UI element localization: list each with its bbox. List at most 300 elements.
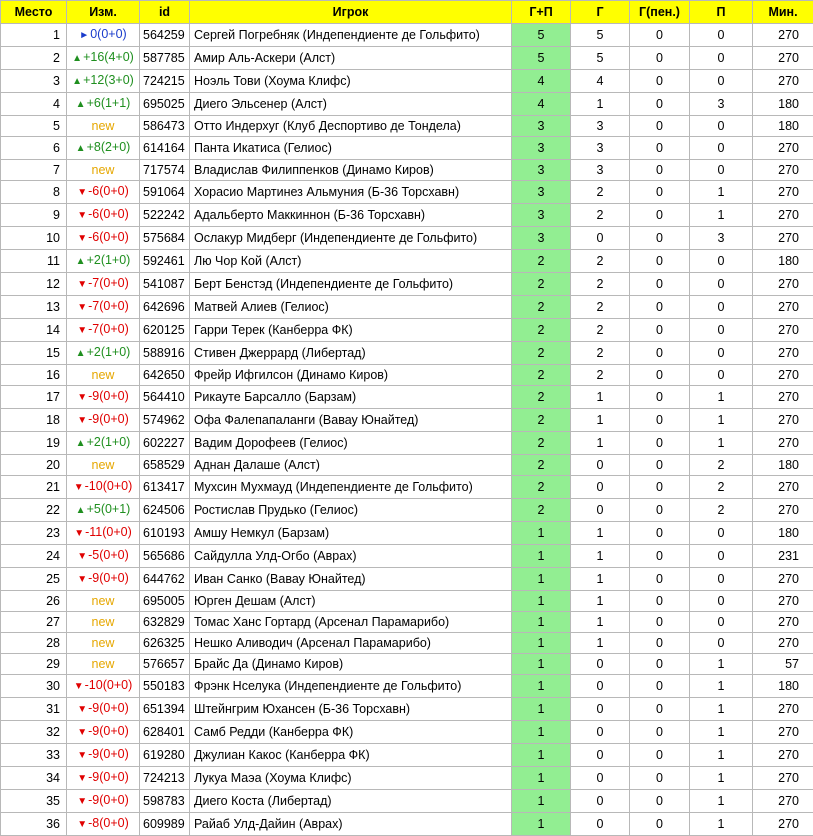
player-name-cell[interactable]: Нешко Аливодич (Арсенал Парамарибо) [190, 633, 512, 654]
table-row [1, 721, 813, 744]
player-name-cell[interactable]: Вадим Дорофеев (Гелиос) [190, 432, 512, 455]
header-assists[interactable]: П [690, 1, 753, 24]
change-cell [67, 522, 140, 545]
table-row [1, 744, 813, 767]
rank-cell: 31 [1, 698, 67, 721]
assists-cell: 3 [690, 93, 753, 116]
goals-cell: 0 [571, 790, 630, 813]
minutes-cell: 270 [753, 476, 813, 499]
player-id-cell: 609989 [140, 813, 190, 836]
assists-cell: 0 [690, 250, 753, 273]
rank-cell: 35 [1, 790, 67, 813]
table-row [1, 365, 813, 386]
player-name-cell[interactable]: Лукуа Маэа (Хоума Клифс) [190, 767, 512, 790]
player-id-cell: 522242 [140, 204, 190, 227]
change-cell [67, 455, 140, 476]
change-cell [67, 319, 140, 342]
goals-plus-assists-cell: 1 [512, 813, 571, 836]
player-name-cell[interactable]: Гарри Терек (Канберра ФК) [190, 319, 512, 342]
goals-plus-assists-cell: 4 [512, 93, 571, 116]
header-change[interactable]: Изм. [67, 1, 140, 24]
table-row [1, 476, 813, 499]
table-row [1, 568, 813, 591]
player-name-cell[interactable]: Лю Чор Кой (Алст) [190, 250, 512, 273]
arrow-up-icon: ▲ [72, 76, 82, 87]
change-cell [67, 181, 140, 204]
rank-cell: 11 [1, 250, 67, 273]
change-cell [67, 160, 140, 181]
arrow-down-icon: ▼ [77, 325, 87, 336]
table-row [1, 160, 813, 181]
player-name-cell[interactable]: Амир Аль-Аскери (Алст) [190, 47, 512, 70]
rank-cell: 28 [1, 633, 67, 654]
goals-cell: 0 [571, 654, 630, 675]
penalty-goals-cell: 0 [630, 813, 690, 836]
header-goals[interactable]: Г [571, 1, 630, 24]
player-id-cell: 624506 [140, 499, 190, 522]
goals-plus-assists-cell: 5 [512, 24, 571, 47]
header-gp[interactable]: Г+П [512, 1, 571, 24]
rank-cell: 18 [1, 409, 67, 432]
player-name-cell[interactable]: Панта Икатиса (Гелиос) [190, 137, 512, 160]
player-name-cell[interactable]: Юрген Дешам (Алст) [190, 591, 512, 612]
rank-cell: 9 [1, 204, 67, 227]
goals-cell: 2 [571, 365, 630, 386]
change-value: -6(0+0) [88, 207, 129, 221]
goals-plus-assists-cell: 1 [512, 591, 571, 612]
change-cell [67, 721, 140, 744]
penalty-goals-cell: 0 [630, 250, 690, 273]
player-name-cell[interactable]: Офа Фалепапаланги (Вавау Юнайтед) [190, 409, 512, 432]
change-cell [67, 612, 140, 633]
table-row [1, 227, 813, 250]
minutes-cell: 270 [753, 70, 813, 93]
goals-plus-assists-cell: 3 [512, 204, 571, 227]
penalty-goals-cell: 0 [630, 24, 690, 47]
player-name-cell[interactable]: Томас Ханс Гортард (Арсенал Парамарибо) [190, 612, 512, 633]
player-id-cell: 541087 [140, 273, 190, 296]
change-value: -7(0+0) [88, 299, 129, 313]
player-id-cell: 565686 [140, 545, 190, 568]
player-name-cell[interactable]: Хорасио Мартинез Альмуния (Б-36 Торсхавн) [190, 181, 512, 204]
player-name-cell[interactable]: Отто Индерхуг (Клуб Деспортиво де Тондела) [190, 116, 512, 137]
arrow-down-icon: ▼ [74, 482, 84, 493]
goals-cell: 3 [571, 160, 630, 181]
goals-plus-assists-cell: 2 [512, 455, 571, 476]
assists-cell: 1 [690, 181, 753, 204]
player-id-cell: 592461 [140, 250, 190, 273]
goals-plus-assists-cell: 3 [512, 160, 571, 181]
player-id-cell: 695025 [140, 93, 190, 116]
table-row [1, 250, 813, 273]
arrow-down-icon: ▼ [77, 551, 87, 562]
assists-cell: 0 [690, 24, 753, 47]
change-value: new [92, 368, 115, 382]
change-value: new [92, 163, 115, 177]
goals-cell: 0 [571, 675, 630, 698]
penalty-goals-cell: 0 [630, 633, 690, 654]
assists-cell: 0 [690, 612, 753, 633]
change-value: -5(0+0) [88, 548, 129, 562]
player-name-cell[interactable]: Адальберто Маккиннон (Б-36 Торсхавн) [190, 204, 512, 227]
player-name-cell[interactable]: Владислав Филиппенков (Динамо Киров) [190, 160, 512, 181]
change-cell [67, 137, 140, 160]
change-cell [67, 633, 140, 654]
goals-cell: 5 [571, 24, 630, 47]
player-id-cell: 613417 [140, 476, 190, 499]
change-value: +8(2+0) [87, 140, 131, 154]
rank-cell: 17 [1, 386, 67, 409]
table-row [1, 675, 813, 698]
rank-cell: 19 [1, 432, 67, 455]
change-value: -11(0+0) [85, 525, 132, 539]
player-id-cell: 644762 [140, 568, 190, 591]
goals-plus-assists-cell: 1 [512, 744, 571, 767]
goals-plus-assists-cell: 3 [512, 181, 571, 204]
table-row [1, 455, 813, 476]
player-id-cell: 614164 [140, 137, 190, 160]
rank-cell: 25 [1, 568, 67, 591]
rank-cell: 5 [1, 116, 67, 137]
penalty-goals-cell: 0 [630, 698, 690, 721]
rank-cell: 12 [1, 273, 67, 296]
assists-cell: 1 [690, 721, 753, 744]
player-name-cell[interactable]: Матвей Алиев (Гелиос) [190, 296, 512, 319]
player-id-cell: 626325 [140, 633, 190, 654]
player-id-cell: 632829 [140, 612, 190, 633]
assists-cell: 0 [690, 160, 753, 181]
change-value: new [92, 615, 115, 629]
goals-plus-assists-cell: 1 [512, 675, 571, 698]
change-value: +2(1+0) [87, 253, 131, 267]
player-id-cell: 576657 [140, 654, 190, 675]
penalty-goals-cell: 0 [630, 721, 690, 744]
player-id-cell: 587785 [140, 47, 190, 70]
rank-cell: 3 [1, 70, 67, 93]
rank-cell: 33 [1, 744, 67, 767]
minutes-cell: 270 [753, 386, 813, 409]
goals-cell: 1 [571, 409, 630, 432]
change-value: -9(0+0) [88, 389, 129, 403]
penalty-goals-cell: 0 [630, 342, 690, 365]
goals-plus-assists-cell: 1 [512, 633, 571, 654]
change-cell [67, 296, 140, 319]
assists-cell: 1 [690, 409, 753, 432]
header-penalty-goals[interactable]: Г(пен.) [630, 1, 690, 24]
arrow-up-icon: ▲ [76, 505, 86, 516]
rank-cell: 13 [1, 296, 67, 319]
player-name-cell[interactable]: Штейнгрим Юхансен (Б-36 Торсхавн) [190, 698, 512, 721]
goals-cell: 2 [571, 273, 630, 296]
player-id-cell: 724213 [140, 767, 190, 790]
minutes-cell: 270 [753, 160, 813, 181]
penalty-goals-cell: 0 [630, 93, 690, 116]
penalty-goals-cell: 0 [630, 409, 690, 432]
assists-cell: 1 [690, 204, 753, 227]
arrow-down-icon: ▼ [77, 392, 87, 403]
change-cell [67, 250, 140, 273]
goals-cell: 1 [571, 386, 630, 409]
penalty-goals-cell: 0 [630, 499, 690, 522]
penalty-goals-cell: 0 [630, 767, 690, 790]
arrow-down-icon: ▼ [77, 796, 87, 807]
player-name-cell[interactable]: Самб Редди (Канберра ФК) [190, 721, 512, 744]
minutes-cell: 270 [753, 227, 813, 250]
change-cell [67, 675, 140, 698]
assists-cell: 1 [690, 654, 753, 675]
penalty-goals-cell: 0 [630, 522, 690, 545]
change-value: -9(0+0) [88, 770, 129, 784]
player-name-cell[interactable]: Ослакур Мидберг (Индепендиенте де Гольфито) [190, 227, 512, 250]
assists-cell: 0 [690, 47, 753, 70]
goals-cell: 1 [571, 432, 630, 455]
change-cell [67, 273, 140, 296]
minutes-cell: 270 [753, 365, 813, 386]
change-cell [67, 767, 140, 790]
assists-cell: 2 [690, 499, 753, 522]
penalty-goals-cell: 0 [630, 273, 690, 296]
player-id-cell: 591064 [140, 181, 190, 204]
goals-plus-assists-cell: 2 [512, 476, 571, 499]
table-row [1, 591, 813, 612]
goals-plus-assists-cell: 1 [512, 522, 571, 545]
change-value: -9(0+0) [88, 793, 129, 807]
penalty-goals-cell: 0 [630, 476, 690, 499]
header-id[interactable]: id [140, 1, 190, 24]
goals-plus-assists-cell: 2 [512, 409, 571, 432]
goals-plus-assists-cell: 3 [512, 116, 571, 137]
assists-cell: 3 [690, 227, 753, 250]
change-value: -7(0+0) [88, 276, 129, 290]
player-name-cell[interactable]: Фрэнк Нселука (Индепендиенте де Гольфито) [190, 675, 512, 698]
rank-cell: 29 [1, 654, 67, 675]
change-cell [67, 93, 140, 116]
player-name-cell[interactable]: Диего Эльсенер (Алст) [190, 93, 512, 116]
penalty-goals-cell: 0 [630, 432, 690, 455]
change-cell [67, 432, 140, 455]
minutes-cell: 270 [753, 813, 813, 836]
assists-cell: 0 [690, 545, 753, 568]
table-row [1, 24, 813, 47]
player-id-cell: 695005 [140, 591, 190, 612]
table-row [1, 545, 813, 568]
player-name-cell[interactable]: Амшу Немкул (Барзам) [190, 522, 512, 545]
change-value: +6(1+1) [87, 96, 131, 110]
rank-cell: 30 [1, 675, 67, 698]
goals-cell: 0 [571, 476, 630, 499]
player-name-cell[interactable]: Брайс Да (Динамо Киров) [190, 654, 512, 675]
player-id-cell: 658529 [140, 455, 190, 476]
minutes-cell: 270 [753, 568, 813, 591]
goals-plus-assists-cell: 1 [512, 612, 571, 633]
player-id-cell: 564259 [140, 24, 190, 47]
change-cell [67, 47, 140, 70]
player-name-cell[interactable]: Сайдулла Улд-Огбо (Аврах) [190, 545, 512, 568]
player-id-cell: 628401 [140, 721, 190, 744]
header-rank[interactable]: Место [1, 1, 67, 24]
table-row [1, 612, 813, 633]
minutes-cell: 270 [753, 432, 813, 455]
change-cell [67, 386, 140, 409]
arrow-down-icon: ▼ [77, 574, 87, 585]
change-value: -9(0+0) [88, 412, 129, 426]
goals-cell: 3 [571, 137, 630, 160]
assists-cell: 0 [690, 70, 753, 93]
change-value: -7(0+0) [88, 322, 129, 336]
goals-plus-assists-cell: 3 [512, 137, 571, 160]
penalty-goals-cell: 0 [630, 790, 690, 813]
player-name-cell[interactable]: Ноэль Тови (Хоума Клифс) [190, 70, 512, 93]
goals-plus-assists-cell: 2 [512, 273, 571, 296]
goals-cell: 0 [571, 813, 630, 836]
player-name-cell[interactable]: Диего Коста (Либертад) [190, 790, 512, 813]
goals-cell: 2 [571, 319, 630, 342]
goals-plus-assists-cell: 3 [512, 227, 571, 250]
rank-cell: 6 [1, 137, 67, 160]
goals-plus-assists-cell: 1 [512, 545, 571, 568]
rank-cell: 15 [1, 342, 67, 365]
table-row [1, 654, 813, 675]
arrow-up-icon: ▲ [76, 99, 86, 110]
change-cell [67, 227, 140, 250]
minutes-cell: 180 [753, 93, 813, 116]
player-name-cell[interactable]: Фрейр Ифгилсон (Динамо Киров) [190, 365, 512, 386]
table-row [1, 93, 813, 116]
change-value: -8(0+0) [88, 816, 129, 830]
player-id-cell: 717574 [140, 160, 190, 181]
change-value: new [92, 119, 115, 133]
table-row [1, 319, 813, 342]
change-cell [67, 476, 140, 499]
player-name-cell[interactable]: Аднан Далаше (Алст) [190, 455, 512, 476]
rank-cell: 2 [1, 47, 67, 70]
goals-cell: 1 [571, 633, 630, 654]
arrow-down-icon: ▼ [77, 279, 87, 290]
player-name-cell[interactable]: Джулиан Какос (Канберра ФК) [190, 744, 512, 767]
goals-plus-assists-cell: 1 [512, 790, 571, 813]
rank-cell: 23 [1, 522, 67, 545]
assists-cell: 0 [690, 591, 753, 612]
goals-cell: 2 [571, 342, 630, 365]
table-row [1, 386, 813, 409]
penalty-goals-cell: 0 [630, 386, 690, 409]
table-row [1, 70, 813, 93]
table-row [1, 499, 813, 522]
goals-plus-assists-cell: 1 [512, 721, 571, 744]
assists-cell: 0 [690, 116, 753, 137]
penalty-goals-cell: 0 [630, 181, 690, 204]
player-id-cell: 598783 [140, 790, 190, 813]
change-value: -10(0+0) [85, 479, 133, 493]
rank-cell: 21 [1, 476, 67, 499]
player-id-cell: 642696 [140, 296, 190, 319]
assists-cell: 0 [690, 137, 753, 160]
penalty-goals-cell: 0 [630, 160, 690, 181]
player-name-cell[interactable]: Мухсин Мухмауд (Индепендиенте де Гольфито) [190, 476, 512, 499]
minutes-cell: 270 [753, 296, 813, 319]
player-id-cell: 550183 [140, 675, 190, 698]
penalty-goals-cell: 0 [630, 612, 690, 633]
goals-plus-assists-cell: 1 [512, 568, 571, 591]
change-cell [67, 744, 140, 767]
player-name-cell[interactable]: Ростислав Прудько (Гелиос) [190, 499, 512, 522]
change-cell [67, 568, 140, 591]
penalty-goals-cell: 0 [630, 70, 690, 93]
change-value: -10(0+0) [85, 678, 133, 692]
penalty-goals-cell: 0 [630, 137, 690, 160]
rank-cell: 8 [1, 181, 67, 204]
arrow-down-icon: ▼ [77, 187, 87, 198]
arrow-down-icon: ▼ [77, 210, 87, 221]
arrow-up-icon: ▲ [76, 348, 86, 359]
player-name-cell[interactable]: Сергей Погребняк (Индепендиенте де Гольфито) [190, 24, 512, 47]
assists-cell: 0 [690, 296, 753, 319]
minutes-cell: 270 [753, 790, 813, 813]
header-player[interactable]: Игрок [190, 1, 512, 24]
player-id-cell: 620125 [140, 319, 190, 342]
goals-cell: 5 [571, 47, 630, 70]
header-minutes[interactable]: Мин. [753, 1, 813, 24]
change-value: +12(3+0) [83, 73, 134, 87]
player-id-cell: 564410 [140, 386, 190, 409]
player-name-cell[interactable]: Стивен Джеррард (Либертад) [190, 342, 512, 365]
change-value: +2(1+0) [87, 345, 131, 359]
goals-cell: 0 [571, 455, 630, 476]
goals-cell: 2 [571, 296, 630, 319]
assists-cell: 1 [690, 767, 753, 790]
table-row [1, 432, 813, 455]
table-row [1, 342, 813, 365]
arrow-down-icon: ▼ [77, 302, 87, 313]
table-row [1, 409, 813, 432]
minutes-cell: 270 [753, 698, 813, 721]
arrow-up-icon: ▲ [76, 143, 86, 154]
player-name-cell[interactable]: Иван Санко (Вавау Юнайтед) [190, 568, 512, 591]
minutes-cell: 270 [753, 47, 813, 70]
change-value: +2(1+0) [87, 435, 131, 449]
penalty-goals-cell: 0 [630, 365, 690, 386]
change-cell [67, 204, 140, 227]
goals-cell: 0 [571, 698, 630, 721]
minutes-cell: 180 [753, 522, 813, 545]
change-value: -9(0+0) [88, 724, 129, 738]
rank-cell: 10 [1, 227, 67, 250]
minutes-cell: 270 [753, 181, 813, 204]
arrow-down-icon: ▼ [77, 773, 87, 784]
arrow-down-icon: ▼ [77, 750, 87, 761]
minutes-cell: 270 [753, 721, 813, 744]
minutes-cell: 270 [753, 767, 813, 790]
goals-plus-assists-cell: 2 [512, 499, 571, 522]
rank-cell: 4 [1, 93, 67, 116]
player-id-cell: 651394 [140, 698, 190, 721]
goals-cell: 0 [571, 767, 630, 790]
player-name-cell[interactable]: Райаб Улд-Дайин (Аврах) [190, 813, 512, 836]
penalty-goals-cell: 0 [630, 204, 690, 227]
goals-cell: 1 [571, 568, 630, 591]
change-cell [67, 545, 140, 568]
rank-cell: 20 [1, 455, 67, 476]
assists-cell: 0 [690, 522, 753, 545]
penalty-goals-cell: 0 [630, 568, 690, 591]
minutes-cell: 270 [753, 273, 813, 296]
goals-cell: 0 [571, 227, 630, 250]
player-name-cell[interactable]: Берт Бенстэд (Индепендиенте де Гольфито) [190, 273, 512, 296]
table-row [1, 137, 813, 160]
minutes-cell: 270 [753, 612, 813, 633]
goals-cell: 1 [571, 545, 630, 568]
player-name-cell[interactable]: Рикауте Барсалло (Барзам) [190, 386, 512, 409]
